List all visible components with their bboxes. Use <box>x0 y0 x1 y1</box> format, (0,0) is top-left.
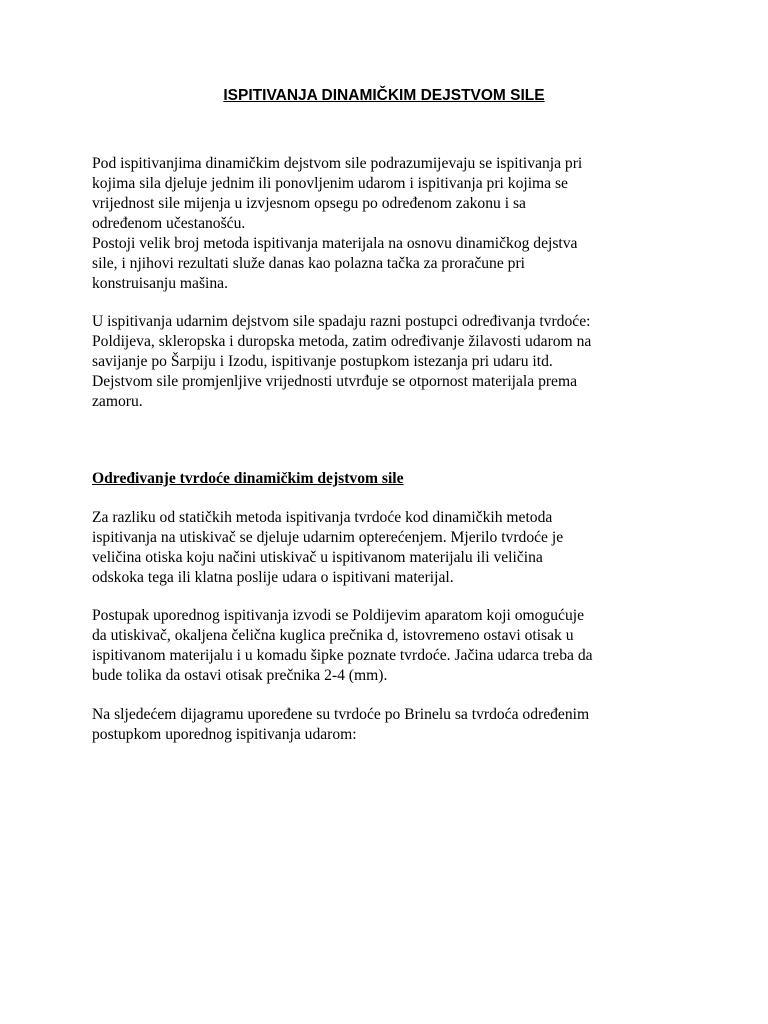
tvrdoca-paragraph <box>92 508 563 588</box>
text-line: Postupak uporednog ispitivanja izvodi se Poldijevim aparatom koji omogućuje <box>92 607 584 624</box>
text-line: odskoka tega ili klatna poslije udara o ispitivani materijal. <box>92 569 454 586</box>
text-line: da utiskivač, okaljena čelična kuglica prečnika d, istovremeno ostavi otisak u <box>92 627 574 644</box>
text-line: konstruisanju mašina. <box>92 275 228 292</box>
text-line: ispitivanom materijalu i u komadu šipke poznate tvrdoće. Jačina udarca treba da <box>92 647 593 664</box>
udarna-ispitivanja-paragraph <box>92 312 591 412</box>
text-line: ispitivanja na utiskivač se djeluje udarnim opterećenjem. Mjerilo tvrdoće je <box>92 529 564 546</box>
document-title: ISPITIVANJA DINAMIČKIM DEJSTVOM SILE <box>223 87 545 104</box>
text-line: Postoji velik broj metoda ispitivanja materijala na osnovu dinamičkog dejstva <box>92 235 578 252</box>
text-line: Poldijeva, skleropska i duropska metoda, zatim određivanje žilavosti udarom na <box>92 333 592 350</box>
poldi-paragraph <box>92 606 593 686</box>
text-line: kojima sila djeluje jednim ili ponovljenim udarom i ispitivanja pri kojima se <box>92 175 568 192</box>
text-line: Za razliku od statičkih metoda ispitivanja tvrdoće kod dinamičkih metoda <box>92 509 553 526</box>
text-line: Dejstvom sile promjenljive vrijednosti utvrđuje se otpornost materijala prema <box>92 373 578 390</box>
text-line: sile, i njihovi rezultati služe danas kao polazna tačka za proračune pri <box>92 255 525 272</box>
intro-paragraph <box>92 154 582 294</box>
text-line: Pod ispitivanjima dinamičkim dejstvom sile podrazumijevaju se ispitivanja pri <box>92 155 583 172</box>
section-heading: Određivanje tvrdoće dinamičkim dejstvom sile <box>92 470 404 487</box>
text-line: U ispitivanja udarnim dejstvom sile spadaju razni postupci određivanja tvrdoće: <box>92 313 591 330</box>
text-line: Na sljedećem dijagramu upoređene su tvrdoće po Brinelu sa tvrdoća određenim <box>92 706 590 723</box>
text-line: savijanje po Šarpiju i Izodu, ispitivanje postupkom istezanja pri udaru itd. <box>92 353 553 370</box>
text-line: vrijednost sile mijenja u izvjesnom opsegu po određenom zakonu i sa <box>92 195 526 212</box>
text-line: veličina otiska koju načini utiskivač u ispitivanom materijalu ili veličina <box>92 549 543 566</box>
text-line: zamoru. <box>92 393 143 410</box>
text-line: određenom učestanošću. <box>92 215 246 232</box>
text-line: postupkom uporednog ispitivanja udarom: <box>92 726 357 743</box>
text-line: bude tolika da ostavi otisak prečnika 2-4 (mm). <box>92 667 388 684</box>
dijagram-intro-paragraph <box>92 705 589 745</box>
